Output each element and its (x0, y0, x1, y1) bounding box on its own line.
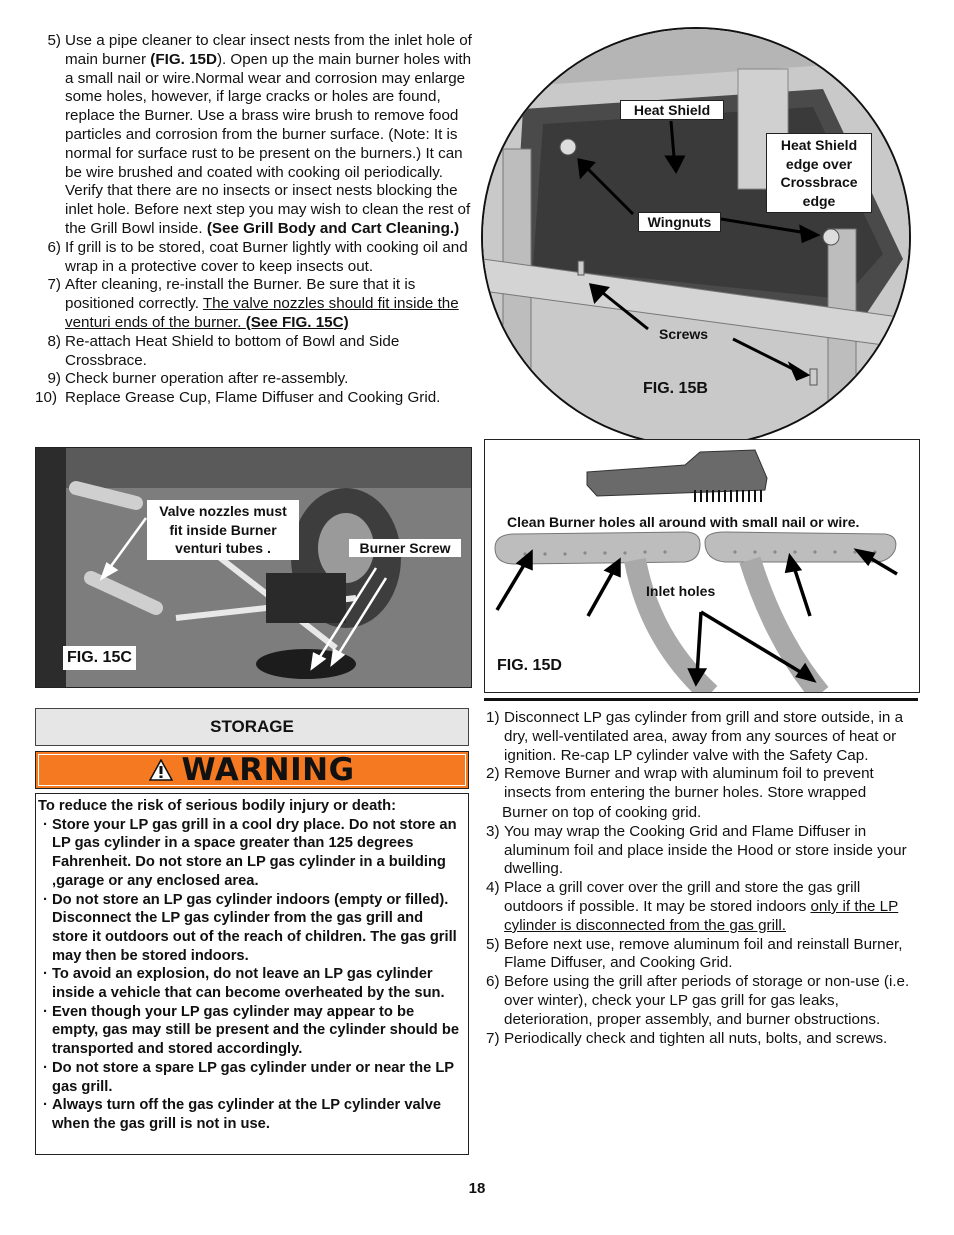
text-run: Check burner operation after re-assembly. (65, 370, 349, 388)
storage-steps-list (486, 709, 916, 1048)
bullet-icon: · (43, 1003, 48, 1020)
text-run: Use a pipe cleaner to clear insect nests from the inlet hole of main burner (65, 32, 472, 68)
figure-15d-illustration (485, 440, 920, 693)
figure-15d (484, 439, 920, 693)
valve-nozzles-label: Valve nozzles must fit inside Burner venturi tubes . (147, 500, 299, 560)
text-run: Replace Grease Cup, Flame Diffuser and Cooking Grid. (65, 389, 441, 407)
warning-item (38, 1096, 462, 1133)
warning-item-text: Do not store a spare LP gas cylinder under or near the LP gas grill. (52, 1059, 454, 1095)
warning-banner (35, 751, 469, 789)
warning-item-text: Store your LP gas grill in a cool dry place. Do not store an LP gas cylinder in a space greater than 125 degrees Fahrenheit. Do not store an LP gas cylinder in a building ,garage or any enclosed area. (52, 816, 457, 889)
storage-step (486, 879, 916, 935)
maintenance-step (36, 32, 476, 239)
step-number: 8) (47, 332, 61, 350)
figure-15b (481, 27, 911, 447)
storage-step (486, 709, 916, 765)
maintenance-step (36, 239, 476, 277)
step-number: 5) (486, 935, 500, 953)
text-run: Re-attach Heat Shield to bottom of Bowl and Side Crossbrace. (65, 332, 400, 369)
warning-item-text: Even though your LP gas cylinder may appear to be empty, gas may still be present and the cylinder should be transported and stored accordingly. (52, 1003, 460, 1058)
text-run: Before next use, remove aluminum foil and reinstall Burner, Flame Diffuser, and Cooking Grid. (504, 935, 903, 972)
maintenance-step (36, 370, 476, 389)
bullet-icon: · (43, 1097, 48, 1114)
step-number: 10) (35, 389, 57, 407)
text-run: only if the LP cylinder is disconnected from the gas grill. (504, 897, 899, 934)
warning-item-text: To avoid an explosion, do not leave an LP gas cylinder inside a vehicle that can become overheated by the sun. (52, 966, 445, 1002)
screws-label: Screws (659, 326, 709, 342)
text-run: Disconnect LP gas cylinder from grill and store outside, in a dry, well-ventilated area, away from any sources of heat or ignition. Re-cap LP cylinder valve with the Safety Cap. (504, 709, 904, 764)
text-run: The valve nozzles should fit inside the venturi ends of the burner. (65, 295, 459, 331)
step-number: 6) (486, 973, 500, 991)
warning-item (38, 816, 462, 891)
page-number: 18 (468, 1180, 486, 1197)
fig15c-caption: FIG. 15C (63, 646, 136, 670)
step-number: 5) (47, 32, 61, 49)
section-divider (484, 698, 918, 701)
storage-step (486, 823, 916, 879)
clean-holes-note: Clean Burner holes all around with small nail or wire. (507, 514, 860, 530)
fig15d-caption: FIG. 15D (497, 657, 562, 674)
text-run: If grill is to be stored, coat Burner lightly with cooking oil and wrap in a protective cover to keep insects out. (65, 238, 468, 275)
storage-step (486, 973, 916, 1029)
storage-step (486, 1030, 916, 1049)
step-number: 7) (486, 1029, 500, 1047)
step-number: 2) (486, 765, 500, 783)
maintenance-steps-list (36, 32, 476, 408)
burner-screw-label: Burner Screw (349, 539, 461, 557)
fig15b-caption: FIG. 15B (643, 380, 708, 397)
warning-item (38, 965, 462, 1002)
warning-item (38, 891, 462, 966)
text-run: ). Open up the main burner holes with a small nail or wire.Normal wear and corrosion may enlarge some holes, however, if large cracks or holes are found, replace the Burner. Use a brass wire brush to remove food particles and corrosion from the burner surface. (Note: It is normal for surface rust to be present on the burners.) It can be wire brushed and coated with cooking oil periodically. Verify that there are no insects or insect nests blocking the inlet hole. Before next step you may wish to clean the rest of the Grill Bowl inside. (65, 50, 472, 237)
text-run: (FIG. 15D (150, 50, 217, 68)
text-run: Periodically check and tighten all nuts, bolts, and screws. (504, 1029, 888, 1047)
warning-label: WARNING (181, 752, 355, 788)
text-run: You may wrap the Cooking Grid and Flame Diffuser in aluminum foil and place inside the Hood or store inside your dwelling. (504, 822, 907, 878)
bullet-icon: · (43, 966, 48, 983)
text-run: Place a grill cover over the grill and store the gas grill outdoors if possible. It may be stored indoors (504, 879, 861, 915)
maintenance-step (36, 276, 476, 332)
wingnuts-label: Wingnuts (638, 212, 721, 232)
step-number: 9) (47, 370, 61, 388)
bullet-icon: · (43, 891, 48, 908)
storage-step-continuation: Burner on top of cooking grid. (502, 803, 702, 821)
text-run: Remove Burner and wrap with aluminum foil to prevent insects from entering the burner holes. Store wrapped (504, 765, 874, 802)
bullet-icon: · (43, 1059, 48, 1076)
maintenance-step (36, 389, 476, 408)
warning-item (38, 1059, 462, 1096)
inlet-holes-label: Inlet holes (646, 583, 716, 599)
text-run: Before using the grill after periods of storage or non-use (i.e. over winter), check your LP gas grill for gas leaks, deterioration, proper assembly, and burner obstructions. (504, 973, 910, 1028)
step-number: 7) (47, 276, 61, 294)
text-run: (See FIG. 15C) (245, 313, 349, 331)
storage-step (486, 936, 916, 974)
heat-shield-edge-label: Heat Shield edge over Crossbrace edge (766, 133, 872, 213)
step-number: 6) (47, 238, 61, 256)
step-number: 1) (486, 709, 500, 726)
heat-shield-label: Heat Shield (620, 100, 724, 120)
step-number: 3) (486, 822, 500, 840)
storage-heading: STORAGE (35, 708, 469, 746)
step-number: 4) (486, 879, 500, 897)
text-run: After cleaning, re-install the Burner. Be sure that it is positioned correctly. (65, 276, 416, 313)
warning-item-text: Always turn off the gas cylinder at the LP cylinder valve when the gas grill is not in use. (52, 1097, 442, 1132)
bullet-icon: · (43, 816, 48, 833)
warning-intro: To reduce the risk of serious bodily injury or death: (38, 798, 396, 814)
figure-15c (35, 447, 472, 688)
warning-list (35, 793, 469, 1155)
warning-item-text: Do not store an LP gas cylinder indoors (empty or filled). Disconnect the LP gas cylinder from the gas grill and store it outdoors out of the reach of children. The gas grill may then be stored indoors. (52, 891, 457, 964)
maintenance-step (36, 333, 476, 371)
warning-item (38, 1003, 462, 1059)
storage-step (486, 765, 916, 803)
text-run: (See Grill Body and Cart Cleaning.) (206, 219, 460, 237)
warning-triangle-icon (149, 759, 173, 781)
